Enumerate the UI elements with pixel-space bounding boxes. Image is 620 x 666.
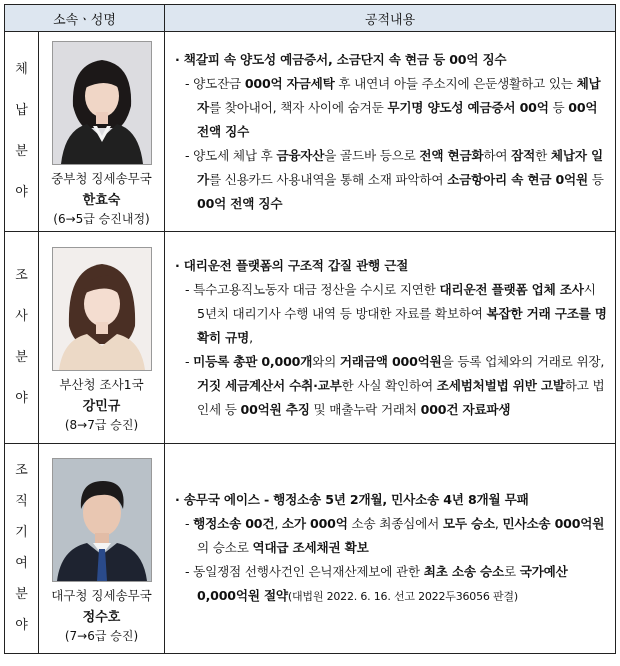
category-char: 여	[15, 555, 28, 571]
category-char: 분	[15, 350, 28, 365]
table-header-row	[5, 5, 616, 32]
table-row	[5, 232, 616, 444]
achievement-item: - 미등록 총판 0,000개와의 거래금액 000억원을 등록 업체와의 거래로 위장, 거짓 세금계산서 수취·교부한 사실 확인하여 조세범처벌법 위반 고발하고 법인세 등 00억원 추징 및 매출누락 거래처 000건 자료파생	[185, 353, 605, 417]
promotion-status: (8→7급 승진)	[64, 417, 139, 432]
achievement-headline: · 대리운전 플랫폼의 구조적 갑질 관행 근절	[175, 257, 409, 273]
table-row	[5, 444, 616, 654]
category-char: 야	[15, 185, 28, 201]
achievement-headline: · 송무국 에이스 - 행정소송 5년 2개월, 민사소송 4년 8개월 무패	[175, 492, 529, 507]
affiliation: 중부청 징세송무국	[51, 170, 152, 186]
category-char: 사	[15, 308, 28, 324]
category-char: 납	[15, 102, 28, 118]
category-char: 직	[15, 493, 28, 509]
person-name: 강민규	[82, 398, 121, 414]
promotion-status: (6→5급 승진내정)	[53, 211, 150, 226]
achievement-item: - 특수고용직노동자 대금 정산을 수시로 지연한 대리운전 플랫폼 업체 조사시 5년치 대리기사 수행 내역 등 방대한 자료를 확보하여 복잡한 거래 구조를 명확히 규명,	[185, 281, 607, 345]
achievement-item: - 행정소송 00건, 소가 000억 소송 최종심에서 모두 승소, 민사소송 000억원의 승소로 역대급 조세채권 확보	[185, 516, 605, 555]
table-row	[5, 32, 616, 232]
category-char: 야	[15, 618, 28, 634]
achievement-item: - 양도잔금 000억 자금세탁 후 내연녀 아들 주소지에 은둔생활하고 있는 체납자를 찾아내어, 책자 사이에 숨겨둔 무기명 양도성 예금증서 00억 등 00억 전액 징수	[185, 75, 601, 139]
category-cell	[5, 444, 39, 654]
achievement-item: - 양도세 체납 후 금융자산을 골드바 등으로 전액 현금화하여 잠적한 체납자 일가를 신용카드 사용내역을 통해 소재 파악하여 소금항아리 속 현금 0억원 등 00억 전액 징수	[185, 147, 604, 211]
person-name: 정수호	[82, 609, 121, 625]
achievement-item: - 동일쟁점 선행사건인 은닉재산제보에 관한 최초 소송 승소로 국가예산 0,000억원 절약(대법원 2022. 6. 16. 선고 2022두36056 판결)	[185, 564, 568, 603]
header-achievements: 공적내용	[165, 5, 616, 32]
achievement-content	[165, 444, 616, 654]
promotion-status: (7→6급 승진)	[64, 628, 139, 643]
category-char: 야	[15, 391, 28, 407]
category-cell	[5, 32, 39, 232]
portrait-photo	[52, 247, 152, 371]
category-cell	[5, 232, 39, 444]
person-cell	[39, 444, 165, 654]
portrait-photo	[52, 458, 152, 582]
category-char: 기	[15, 524, 28, 540]
person-cell	[39, 232, 165, 444]
header-affiliation-name: 소속ㆍ성명	[5, 5, 165, 32]
achievement-content	[165, 32, 616, 232]
portrait-photo	[52, 41, 152, 165]
category-char: 분	[15, 144, 28, 159]
achievement-content	[165, 232, 616, 444]
category-char: 체	[15, 61, 28, 77]
affiliation: 대구청 징세송무국	[51, 587, 152, 603]
person-name: 한효숙	[82, 192, 121, 208]
affiliation: 부산청 조사1국	[59, 376, 144, 392]
category-char: 분	[15, 587, 28, 603]
category-char: 조	[15, 462, 28, 478]
person-cell	[39, 32, 165, 232]
achievement-headline: · 책갈피 속 양도성 예금증서, 소금단지 속 현금 등 00억 징수	[175, 51, 507, 67]
commendation-table	[4, 4, 616, 654]
category-char: 조	[15, 267, 28, 283]
